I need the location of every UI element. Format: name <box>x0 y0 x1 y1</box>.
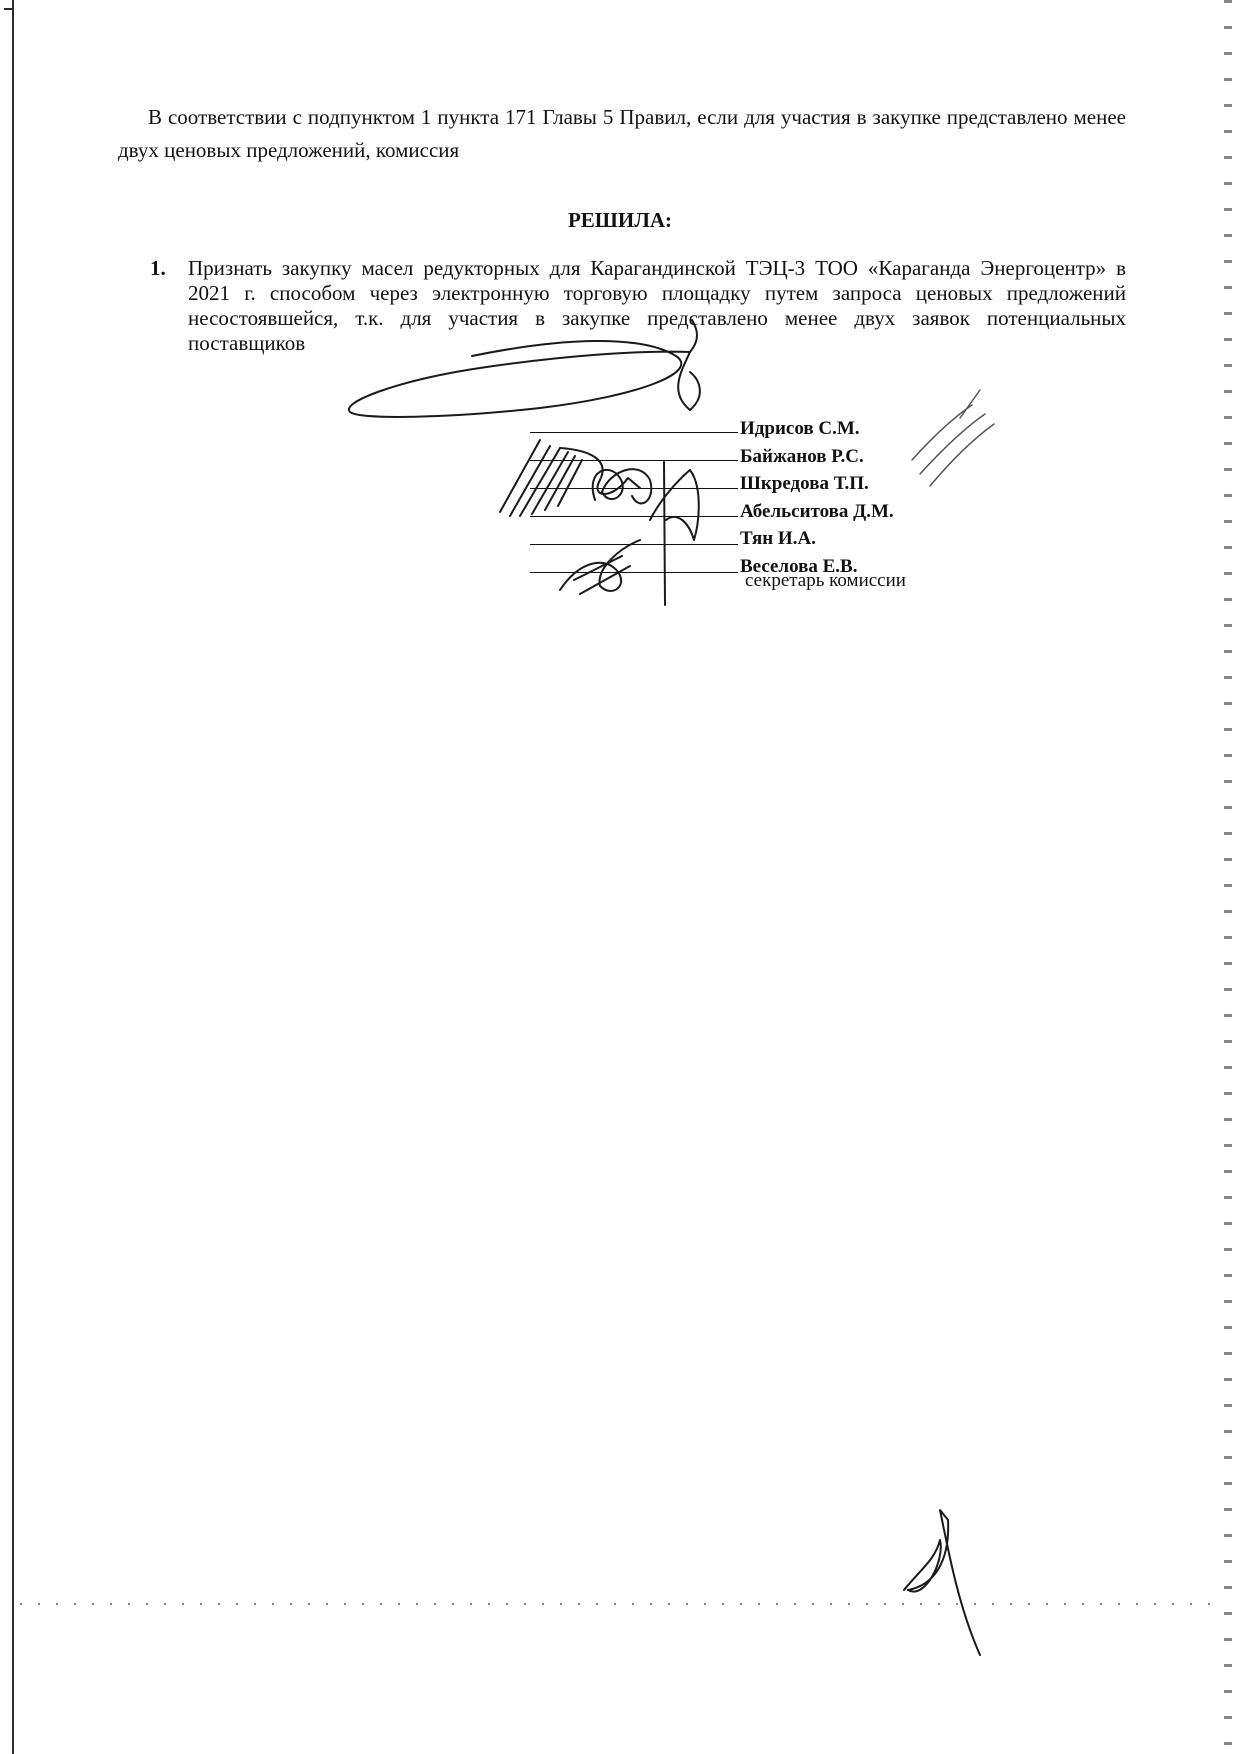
signatory-list <box>740 415 894 580</box>
intro-paragraph: В соответствии с подпунктом 1 пункта 171 Главы 5 Правил, если для участия в закупке представлено менее двух ценовых предложений, комиссия <box>118 105 1126 162</box>
decision-number: 1. <box>150 256 166 280</box>
signatory-name: Идрисов С.М. <box>740 418 860 439</box>
signatory-name: Байжанов Р.С. <box>740 445 864 467</box>
secretary-role: секретарь комиссии <box>745 570 906 591</box>
signatory-name: Шкредова Т.П. <box>740 473 869 494</box>
signatory-name: Веселова Е.В. <box>740 555 858 577</box>
decision-text: Признать закупку масел редукторных для Карагандинской ТЭЦ-3 ТОО «Караганда Энергоцентр» в 2021 г. способом через электронную торговую площадку путем запроса ценовых предложений несостоявшейся, т.к. для участия в закупке представлено менее двух заявок потенциальных поставщиков <box>188 256 1126 355</box>
signature-line <box>530 432 738 433</box>
decision-item <box>150 256 1126 356</box>
signatory-name: Абельситова Д.М. <box>740 500 894 522</box>
signature-line <box>530 544 738 545</box>
scan-left-edge <box>12 0 14 1754</box>
decision-heading: РЕШИЛА: <box>567 208 673 232</box>
signature-lines <box>530 432 738 600</box>
signature-line <box>530 516 738 517</box>
signature-line <box>530 460 738 461</box>
scan-left-tick <box>4 8 14 10</box>
scan-right-marks <box>1224 0 1232 1754</box>
signature-6 <box>904 1510 980 1655</box>
signature-5 <box>912 390 994 486</box>
signature-line <box>530 488 738 489</box>
scan-bottom-dotted-line <box>20 1603 1210 1605</box>
signature-line <box>530 572 738 573</box>
signatory-name: Тян И.А. <box>740 528 816 549</box>
